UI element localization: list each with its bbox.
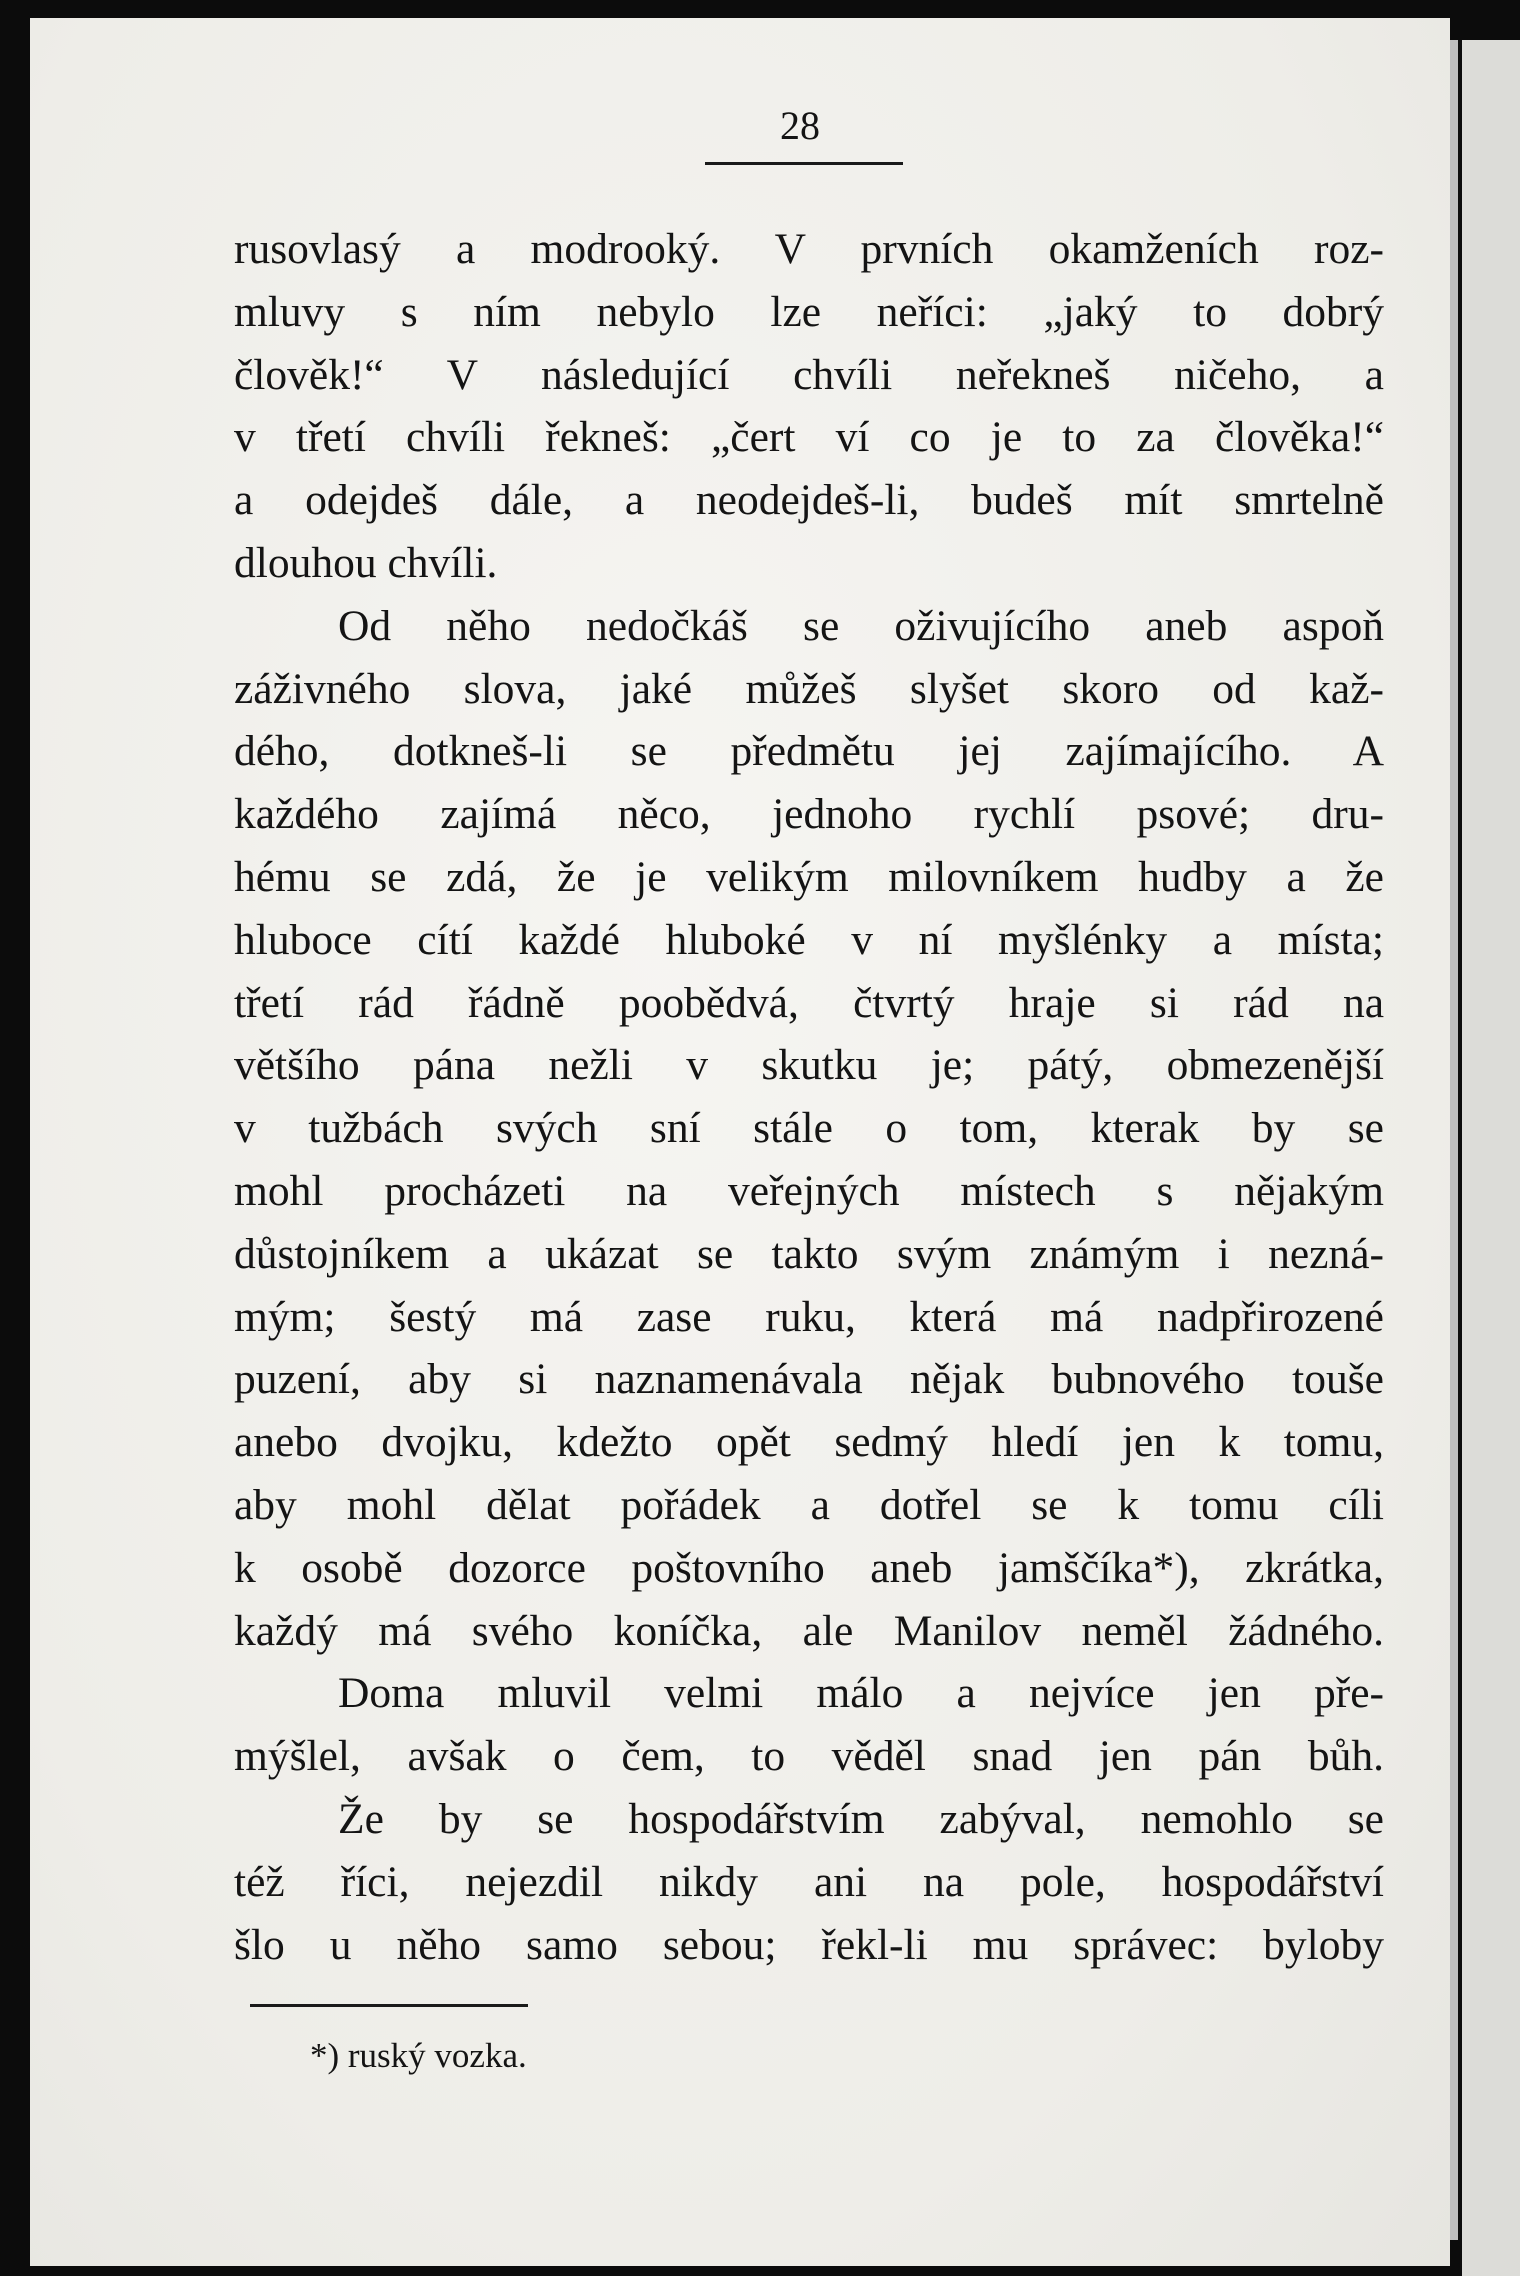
footnote-rule [250,2004,528,2007]
text-line: k osobě dozorce poštovního aneb jamščíka*), zkrátka, [234,1543,1384,1592]
text-line: anebo dvojku, kdežto opět sedmý hledí jen k tomu, [234,1418,1384,1467]
page-edge [1450,40,1458,2240]
text-line: mýšlel, avšak o čem, to věděl snad jen pán bůh. [234,1732,1384,1781]
text-line: hluboce cítí každé hluboké v ní myšlénky a místa; [234,915,1384,964]
page-number: 28 [780,103,820,148]
text-line: v tužbách svých sní stále o tom, kterak by se [234,1104,1384,1153]
text-line: Od něho nedočkáš se oživujícího aneb aspoň [338,601,1384,650]
text-line: v třetí chvíli řekneš: „čert ví co je to za člověka!“ [234,413,1384,462]
text-line: hému se zdá, že je velikým milovníkem hudby a že [234,852,1384,901]
text-line: mým; šestý má zase ruku, která má nadpřirozené [234,1292,1384,1341]
text-line: každého zajímá něco, jednoho rychlí psové; dru- [234,790,1384,839]
text-line: většího pána nežli v skutku je; pátý, obmezenější [234,1041,1384,1090]
text-line: Že by se hospodářstvím zabýval, nemohlo se [338,1794,1384,1843]
text-line: a odejdeš dále, a neodejdeš-li, budeš mít smrtelně [234,476,1384,525]
text-line: též říci, nejezdil nikdy ani na pole, hospodářství [234,1857,1384,1906]
text-line: Doma mluvil velmi málo a nejvíce jen pře- [338,1669,1384,1718]
text-line: rusovlasý a modrooký. V prvních okamženích roz- [234,225,1384,273]
text-line: záživného slova, jaké můžeš slyšet skoro od kaž- [234,664,1384,713]
text-line: třetí rád řádně poobědvá, čtvrtý hraje si rád na [234,978,1384,1027]
text-line: puzení, aby si naznamenávala nějak bubnového touše [234,1355,1384,1404]
text-line: dlouhou chvíli. [234,538,498,587]
text-line: důstojníkem a ukázat se takto svým známým i nezná- [234,1229,1384,1278]
body-text [234,218,1384,1976]
text-line: mohl procházeti na veřejných místech s nějakým [234,1166,1384,1215]
header-rule [705,162,903,165]
text-line: šlo u něho samo sebou; řekl-li mu správec: byloby [234,1920,1384,1969]
text-line: dého, dotkneš-li se předmětu jej zajímajícího. A [234,727,1384,776]
text-line: každý má svého koníčka, ale Manilov neměl žádného. [234,1606,1384,1655]
text-line: aby mohl dělat pořádek a dotřel se k tomu cíli [234,1480,1384,1529]
footnote: *) ruský vozka. [310,2036,527,2075]
next-page-edge [1462,40,1520,2276]
text-line: člověk!“ V následující chvíli neřekneš ničeho, a [234,350,1384,399]
text-line: mluvy s ním nebylo lze neříci: „jaký to dobrý [234,287,1384,336]
